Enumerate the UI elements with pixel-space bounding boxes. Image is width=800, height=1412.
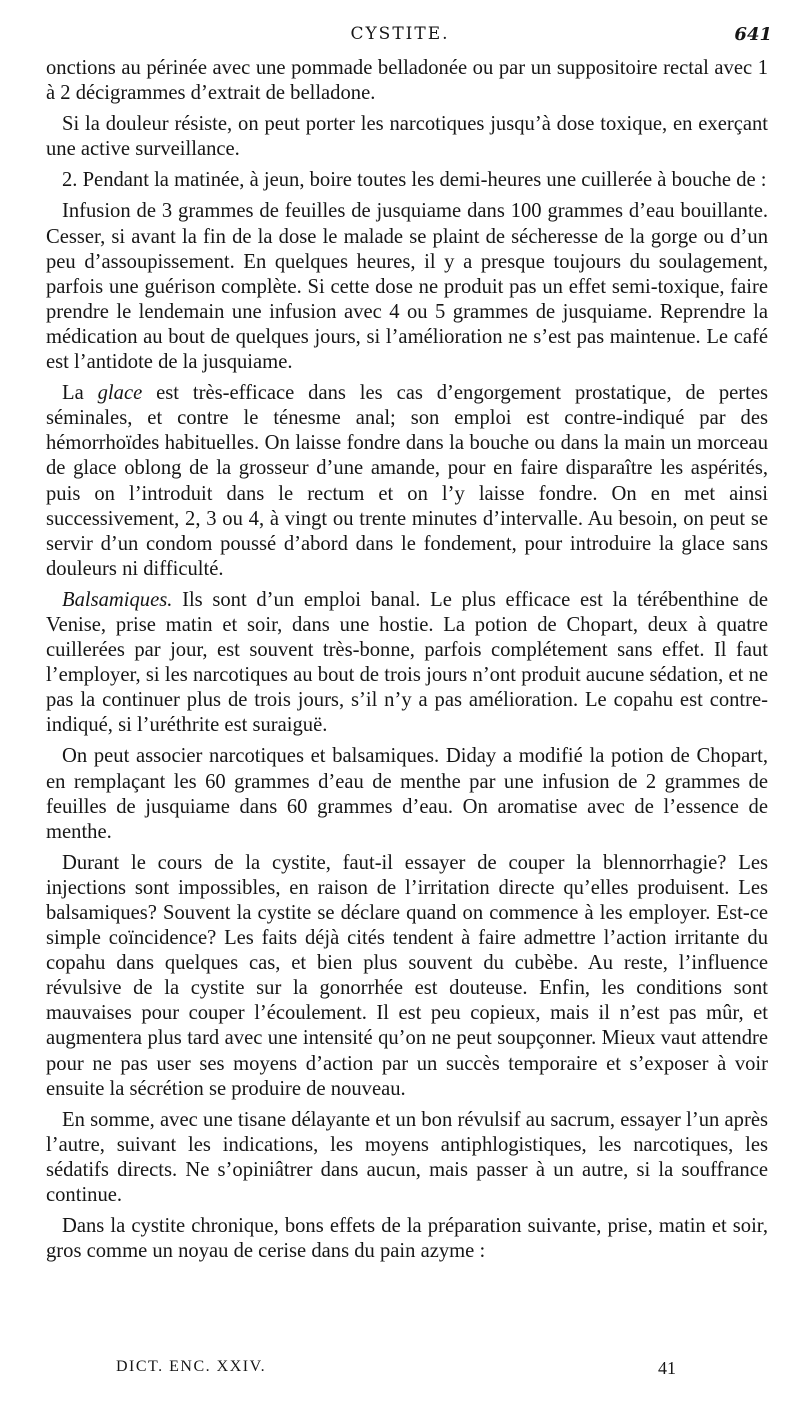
paragraph xyxy=(46,168,768,193)
paragraph xyxy=(46,112,768,162)
paragraph-text: Ils sont d’un emploi banal. Le plus efficace est la térébenthine de Venise, prise matin et soir, dans une hostie. La potion de Chopart, deux à quatre cuillerées par jour, est souvent très-bonne, parfois complétement sans effet. Il faut l’employer, si les narcotiques au bout de trois jours n’ont produit aucune sédation, et ne pas la continuer plus de trois jours, s’il n’y a pas amélioration. Le copahu est contre-indiqué, si l’uréthrite est suraiguë. xyxy=(46,588,768,737)
paragraph-emphasis: Balsamiques. xyxy=(62,588,173,611)
running-header xyxy=(0,24,800,54)
paragraph xyxy=(46,588,768,739)
paragraph-text: 2. Pendant la matinée, à jeun, boire toutes les demi-heures une cuillerée à bouche de : xyxy=(62,169,767,192)
paragraph xyxy=(46,744,768,844)
paragraph-text: On peut associer narcotiques et balsamiques. Diday a modifié la potion de Chopart, en remplaçant les 60 grammes d’eau de menthe par une infusion de 2 grammes de feuilles de jusquiame dans 60 grammes d’eau. On aromatise avec de l’essence de menthe. xyxy=(46,745,768,843)
footer-sheet-number: 41 xyxy=(658,1358,676,1378)
paragraph-text: Infusion de 3 grammes de feuilles de jusquiame dans 100 grammes d’eau bouillante. Cesser, si avant la fin de la dose le malade se plaint de sécheresse de la gorge ou d’un peu d’assoupissement. En quelques heures, il y a presque toujours du soulagement, parfois une guérison complète. Si cette dose ne produit pas un effet semi-toxique, faire prendre le lendemain une infusion avec 4 ou 5 grammes de jusquiame. Reprendre la médication au bout de quelques jours, si l’amélioration ne s’est pas maintenue. Le café est l’antidote de la jusquiame. xyxy=(46,200,768,374)
paragraph-text: est très-efficace dans les cas d’engorgement prostatique, de pertes séminales, et contre le ténesme anal; son emploi est contre-indiqué par des hémorrhoïdes habituelles. On laisse fondre dans la bouche ou dans la main un morceau de glace oblong de la grosseur d’une amande, pour en faire disparaître les aspérités, puis on l’introduit dans le rectum et on l’y laisse fondre. On en met ainsi successivement, 2, 3 ou 4, à vingt ou trente minutes d’intervalle. Au besoin, on peut se servir d’un condom poussé d’abord dans le fondement, pour introduire la glace sans douleurs ni difficulté. xyxy=(46,382,768,580)
page-footer xyxy=(0,1358,800,1388)
paragraph-text: onctions au périnée avec une pommade belladonée ou par un suppositoire rectal avec 1 à 2 décigrammes d’extrait de belladone. xyxy=(46,57,768,105)
body-text xyxy=(46,56,768,1270)
paragraph-lead: La xyxy=(62,382,98,405)
paragraph-text: Dans la cystite chronique, bons effets de la préparation suivante, prise, matin et soir, gros comme un noyau de cerise dans du pain azyme : xyxy=(46,1215,768,1263)
paragraph xyxy=(46,199,768,375)
paragraph xyxy=(46,1214,768,1264)
footer-signature: DICT. ENC. XXIV. xyxy=(116,1358,267,1375)
running-title: CYSTITE. xyxy=(350,24,450,44)
paragraph-emphasis: glace xyxy=(97,382,143,405)
paragraph xyxy=(46,1108,768,1208)
paragraph xyxy=(46,851,768,1102)
paragraph-continuation xyxy=(46,56,768,106)
page-number: 641 xyxy=(734,24,772,45)
paragraph xyxy=(46,381,768,582)
paragraph-text: En somme, avec une tisane délayante et un bon révulsif au sacrum, essayer l’un après l’autre, suivant les indications, les moyens antiphlogistiques, les narcotiques, les sédatifs directs. Ne s’opiniâtrer dans aucun, mais passer à un autre, si la souffrance continue. xyxy=(46,1108,768,1207)
paragraph-text: Si la douleur résiste, on peut porter les narcotiques jusqu’à dose toxique, en exerçant une active surveillance. xyxy=(46,113,768,161)
paragraph-text: Durant le cours de la cystite, faut-il essayer de couper la blennorrhagie? Les injections sont impossibles, en raison de l’irritation directe qu’elles produisent. Les balsamiques? Souvent la cystite se déclare quand on commence à les employer. Est-ce simple coïncidence? Les faits déjà cités tendent à faire admettre l’action irritante du copahu dans quelques cas, et bien plus souvent du cubèbe. Au reste, l’influence révulsive de la cystite sur la gonorrhée est douteuse. Enfin, les conditions sont mauvaises pour couper l’écoulement. Il est peu copieux, mais il n’est pas mûr, et augmentera plus tard avec une intensité qu’on ne peut soupçonner. Mieux vaut attendre pour ne pas user ses moyens d’action par un succès temporaire et s’exposer à voir ensuite la sécrétion se produire de nouveau. xyxy=(46,851,768,1100)
